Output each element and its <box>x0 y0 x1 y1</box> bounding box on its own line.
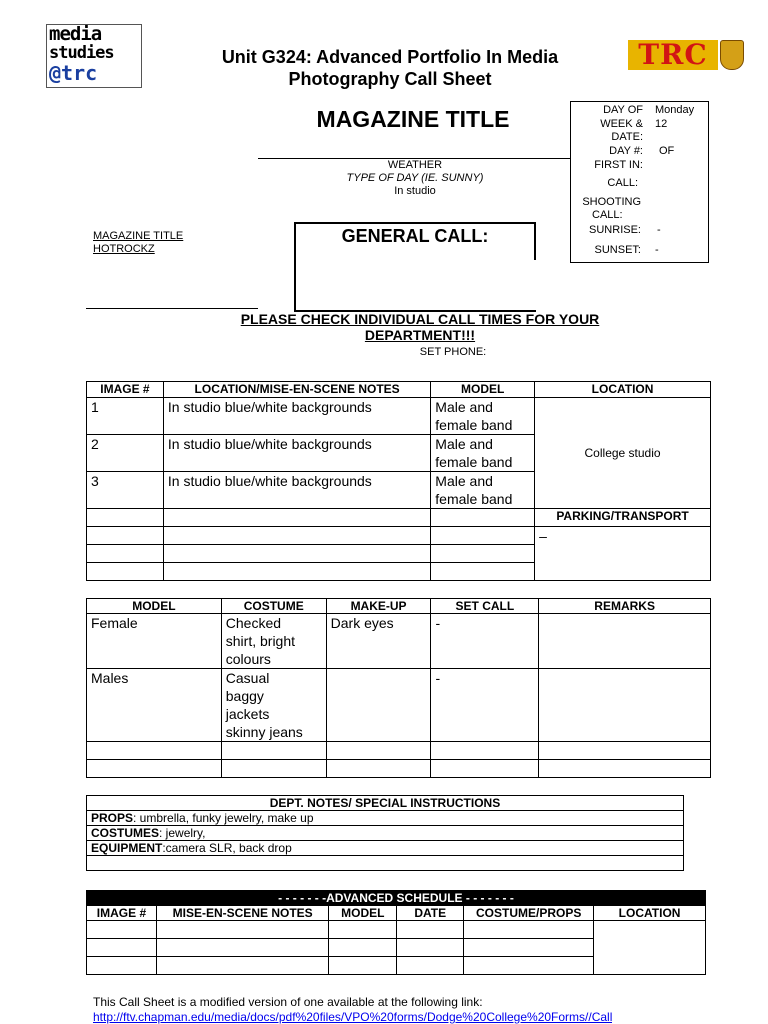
magazine-title-field <box>93 230 183 256</box>
set-call-cell: - <box>431 669 539 742</box>
model-cell <box>431 435 535 472</box>
costumes-row <box>87 826 684 841</box>
props-row <box>87 811 684 826</box>
equipment-row <box>87 841 684 856</box>
week-value: 12 <box>655 118 668 130</box>
day-number-value: OF <box>659 145 675 157</box>
table-row <box>87 614 711 669</box>
image-number: 3 <box>87 472 164 509</box>
location-notes: In studio blue/white backgrounds <box>163 472 430 509</box>
shot-list-table <box>86 381 711 581</box>
model-line-2: female band <box>435 417 513 433</box>
header-image-num: IMAGE # <box>87 906 157 921</box>
trc-logo <box>628 40 742 70</box>
day-number-label: DAY #: <box>609 145 643 157</box>
model-costume-table <box>86 598 711 778</box>
costumes-value: : jewelry, <box>159 826 206 840</box>
logo-line-trc: @trc <box>49 61 98 85</box>
model-line-1: Male and <box>435 436 493 452</box>
model-cell <box>431 398 535 435</box>
costume-line: Casual <box>225 670 270 686</box>
costumes-label: COSTUMES <box>91 826 160 840</box>
header-make-up: MAKE-UP <box>326 599 431 614</box>
logo-line-media: media <box>49 23 102 45</box>
header-model: MODEL <box>329 906 397 921</box>
model-line-2: female band <box>435 491 513 507</box>
costume-cell <box>221 614 326 669</box>
footer-note: This Call Sheet is a modified version of one available at the following link: <box>93 995 483 1009</box>
props-value: : umbrella, funky jewelry, make up <box>133 811 314 825</box>
shooting-label: SHOOTING <box>582 196 641 208</box>
costume-line: baggy <box>225 688 264 704</box>
source-link[interactable]: http://ftv.chapman.edu/media/docs/pdf%20files/VPO%20forms/Dodge%20College%20Forms//Call <box>93 1010 613 1024</box>
costume-line: colours <box>225 651 271 667</box>
sunrise-value: - <box>657 224 661 236</box>
empty-row <box>87 856 684 871</box>
header-location: LOCATION <box>594 906 706 921</box>
table-row <box>87 742 711 760</box>
magazine-title-heading: MAGAZINE TITLE <box>316 106 510 132</box>
sunrise-label: SUNRISE: <box>589 224 641 236</box>
day-of-value: Monday <box>655 104 695 116</box>
left-divider <box>86 308 258 309</box>
makeup-cell <box>326 669 431 742</box>
costume-line: skinny jeans <box>225 724 303 740</box>
header-line-2: Photography Call Sheet <box>288 69 492 89</box>
weather-block <box>310 159 520 198</box>
costume-line: jackets <box>225 706 270 722</box>
header-model: MODEL <box>431 382 535 398</box>
remarks-cell <box>539 669 711 742</box>
model-name: Female <box>87 614 222 669</box>
location-value: College studio <box>535 398 711 509</box>
header-mise-en-scene: MISE-EN-SCENE NOTES <box>156 906 328 921</box>
date-label: DATE: <box>611 131 643 143</box>
header-image-num: IMAGE # <box>87 382 164 398</box>
model-line-1: Male and <box>435 399 493 415</box>
notice-line-1: PLEASE CHECK INDIVIDUAL CALL TIMES FOR YOUR <box>240 311 600 327</box>
trc-logo-text: TRC <box>628 40 718 70</box>
header-line-1: Unit G324: Advanced Portfolio In Media <box>221 47 559 67</box>
sunset-value: - <box>655 244 659 256</box>
model-line-1: Male and <box>435 473 493 489</box>
general-call-label: GENERAL CALL: <box>341 226 489 246</box>
header-costume: COSTUME <box>221 599 326 614</box>
notice-line-2: DEPARTMENT!!! <box>364 327 476 343</box>
header-model: MODEL <box>87 599 222 614</box>
table-row <box>87 669 711 742</box>
equipment-value: :camera SLR, back drop <box>162 841 292 855</box>
table-row <box>87 760 711 778</box>
general-call-right-edge <box>534 222 536 260</box>
remarks-cell <box>539 614 711 669</box>
costume-cell <box>221 669 326 742</box>
header-date: DATE <box>397 906 464 921</box>
header-parking-transport: PARKING/TRANSPORT <box>535 509 711 527</box>
makeup-cell: Dark eyes <box>326 614 431 669</box>
costume-line: shirt, bright <box>225 633 296 649</box>
table-row <box>87 509 711 527</box>
model-line-2: female band <box>435 454 513 470</box>
location-notes: In studio blue/white backgrounds <box>163 398 430 435</box>
magazine-title-value: HOTROCKZ <box>93 243 155 255</box>
location-notes: In studio blue/white backgrounds <box>163 435 430 472</box>
weather-type: TYPE OF DAY (IE. SUNNY) <box>346 172 484 184</box>
shooting-call-label: CALL: <box>592 209 623 221</box>
model-name: Males <box>87 669 222 742</box>
page-header <box>170 46 610 90</box>
crest-icon <box>720 40 744 70</box>
day-of-label: DAY OF <box>603 104 643 116</box>
advanced-schedule-title: - - - - - - -ADVANCED SCHEDULE - - - - - - - <box>87 891 706 906</box>
image-number: 1 <box>87 398 164 435</box>
props-label: PROPS <box>91 811 134 825</box>
check-times-notice <box>190 311 650 343</box>
table-row <box>87 921 706 939</box>
day-info-box <box>570 101 709 263</box>
header-location: LOCATION <box>535 382 711 398</box>
costume-line: Checked <box>225 615 282 631</box>
sunset-label: SUNSET: <box>594 244 641 256</box>
header-set-call: SET CALL <box>431 599 539 614</box>
magazine-title-label: MAGAZINE TITLE <box>93 230 184 242</box>
model-cell <box>431 472 535 509</box>
call-label: CALL: <box>607 177 638 189</box>
header-location-notes: LOCATION/MISE-EN-SCENE NOTES <box>163 382 430 398</box>
header-costume-props: COSTUME/PROPS <box>464 906 594 921</box>
set-call-cell: - <box>431 614 539 669</box>
header-remarks: REMARKS <box>539 599 711 614</box>
logo-line-studies: studies <box>49 43 114 63</box>
weather-value: In studio <box>394 185 436 197</box>
image-number: 2 <box>87 435 164 472</box>
table-row <box>87 527 711 545</box>
dept-notes-table <box>86 795 684 871</box>
table-row <box>87 398 711 435</box>
equipment-label: EQUIPMENT <box>91 841 163 855</box>
header-dept-notes: DEPT. NOTES/ SPECIAL INSTRUCTIONS <box>87 796 684 811</box>
parking-value: – <box>535 527 711 581</box>
advanced-schedule-table <box>86 890 706 975</box>
week-label: WEEK & <box>600 118 643 130</box>
media-studies-logo <box>46 24 142 88</box>
weather-label: WEATHER <box>387 159 443 171</box>
set-phone-label: SET PHONE: <box>419 346 487 358</box>
first-in-label: FIRST IN: <box>594 159 643 171</box>
